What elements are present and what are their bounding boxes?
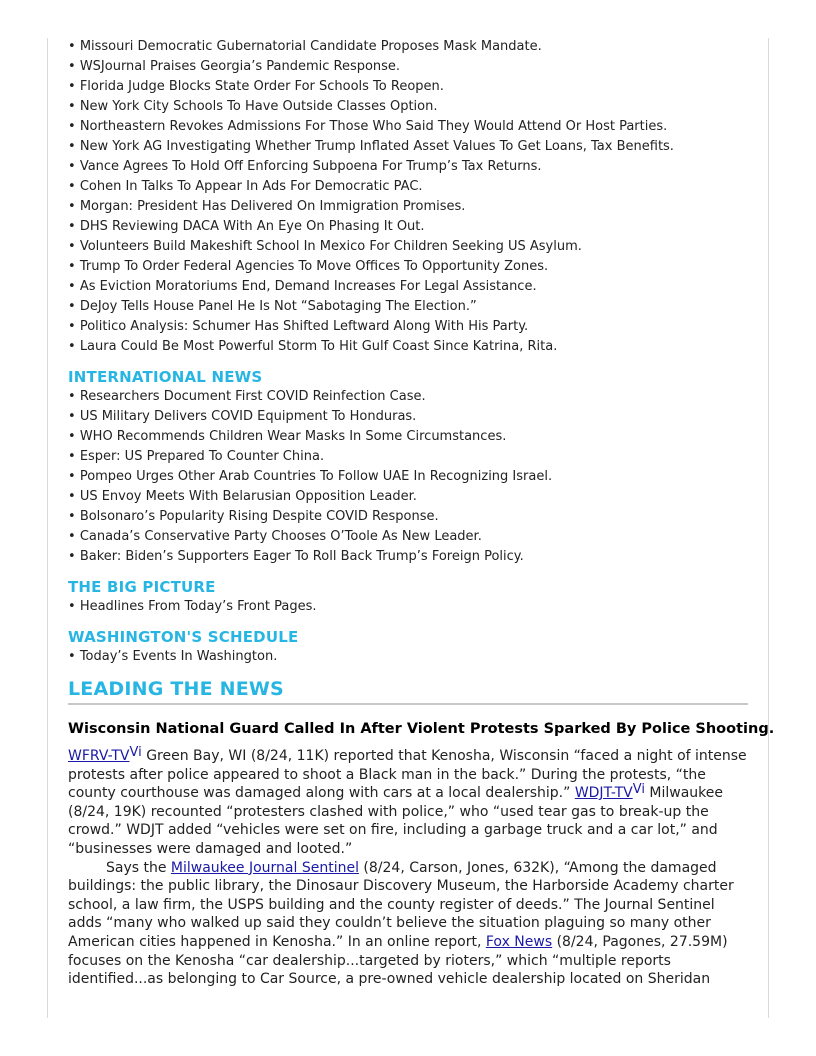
list-item[interactable]: • Vance Agrees To Hold Off Enforcing Subpoena For Trump’s Tax Returns. — [68, 157, 748, 177]
list-item[interactable]: • Esper: US Prepared To Counter China. — [68, 447, 748, 467]
international-news-heading: INTERNATIONAL NEWS — [68, 368, 263, 386]
source-link-wdjt[interactable]: WDJT-TV — [574, 785, 633, 802]
list-item[interactable]: • Florida Judge Blocks State Order For Schools To Reopen. — [68, 77, 748, 97]
list-item[interactable]: • Volunteers Build Makeshift School In Mexico For Children Seeking US Asylum. — [68, 237, 748, 257]
right-margin-rule — [768, 38, 769, 1018]
list-item[interactable]: • Missouri Democratic Gubernatorial Candidate Proposes Mask Mandate. — [68, 37, 748, 57]
list-item[interactable]: • Pompeo Urges Other Arab Countries To Follow UAE In Recognizing Israel. — [68, 467, 748, 487]
paragraph-text: Says the — [106, 859, 171, 876]
list-item[interactable]: • Researchers Document First COVID Reinfection Case. — [68, 387, 748, 407]
list-item[interactable]: • As Eviction Moratoriums End, Demand Increases For Legal Assistance. — [68, 277, 748, 297]
washington-schedule-heading: WASHINGTON'S SCHEDULE — [68, 628, 299, 646]
source-link-wfrv[interactable]: WFRV-TV — [68, 748, 130, 764]
video-icon[interactable]: Vi — [129, 745, 142, 760]
list-item[interactable]: • DHS Reviewing DACA With An Eye On Phasing It Out. — [68, 217, 748, 237]
list-item[interactable]: • DeJoy Tells House Panel He Is Not “Sabotaging The Election.” — [68, 297, 748, 317]
list-item[interactable]: • Northeastern Revokes Admissions For Those Who Said They Would Attend Or Host Parties. — [68, 117, 748, 137]
list-item[interactable]: • Bolsonaro’s Popularity Rising Despite COVID Response. — [68, 507, 748, 527]
paragraph-text: Milwaukee (8/24, 19K) recounted “protesters clashed with police,” who “used tear gas to break-up the crowd.” WDJT added “vehicles were set on fire, including a garbage truck and a car lot,” and “businesses were damaged and looted.” — [68, 785, 724, 857]
list-item[interactable]: • Canada’s Conservative Party Chooses O’Toole As New Leader. — [68, 527, 748, 547]
leading-the-news-heading: LEADING THE NEWS — [68, 677, 748, 705]
list-item[interactable]: • US Military Delivers COVID Equipment To Honduras. — [68, 407, 748, 427]
list-item[interactable]: • Today’s Events In Washington. — [68, 647, 748, 667]
list-item[interactable]: • Laura Could Be Most Powerful Storm To Hit Gulf Coast Since Katrina, Rita. — [68, 337, 748, 357]
paragraph-text: Green Bay, WI (8/24, 11K) reported that Kenosha, Wisconsin “faced a night of intense protests after police appeared to shoot a Black man in the back.” During the protests, “the county courthouse was damaged along with cars at a local dealership.” — [68, 748, 747, 802]
list-item[interactable]: • WSJournal Praises Georgia’s Pandemic Response. — [68, 57, 748, 77]
list-item[interactable]: • Baker: Biden’s Supporters Eager To Roll Back Trump’s Foreign Policy. — [68, 547, 748, 567]
source-link-journal-sentinel[interactable]: Milwaukee Journal Sentinel — [170, 859, 359, 876]
list-item[interactable]: • Cohen In Talks To Appear In Ads For Democratic PAC. — [68, 177, 748, 197]
left-margin-rule — [47, 38, 48, 1018]
list-item[interactable]: • Morgan: President Has Delivered On Immigration Promises. — [68, 197, 748, 217]
list-item[interactable]: • New York AG Investigating Whether Trump Inflated Asset Values To Get Loans, Tax Benefits. — [68, 137, 748, 157]
story-title: Wisconsin National Guard Called In After Violent Protests Sparked By Police Shooting. — [68, 721, 775, 737]
newsletter-body — [68, 37, 775, 989]
international-news-list — [68, 387, 748, 567]
list-item[interactable]: • New York City Schools To Have Outside Classes Option. — [68, 97, 748, 117]
story-paragraph-2 — [68, 859, 748, 989]
big-picture-list — [68, 597, 748, 617]
video-icon[interactable]: Vi — [632, 782, 645, 798]
list-item[interactable]: • Headlines From Today’s Front Pages. — [68, 597, 748, 617]
washington-schedule-list — [68, 647, 748, 667]
big-picture-heading: THE BIG PICTURE — [68, 578, 216, 596]
source-link-fox-news[interactable]: Fox News — [485, 933, 553, 950]
list-item[interactable]: • US Envoy Meets With Belarusian Opposition Leader. — [68, 487, 748, 507]
national-headlines-list — [68, 37, 748, 357]
paragraph-text: (8/24, Carson, Jones, 632K), “Among the damaged buildings: the public library, the Dinosaur Discovery Museum, the Harborside Academy charter school, a law firm, the USPS building and the county register of deeds.” The Journal Sentinel adds “many who walked up said they couldn’t believe the situation plaguing so many other American cities happened in Kenosha.” In an online report, — [68, 859, 734, 950]
list-item[interactable]: • WHO Recommends Children Wear Masks In Some Circumstances. — [68, 427, 748, 447]
paragraph-text: (8/24, Pagones, 27.59M) focuses on the Kenosha “car dealership...targeted by rioters,” which “multiple reports identified...as belonging to Car Source, a pre-owned vehicle dealership located on Sheridan — [68, 933, 728, 988]
list-item[interactable]: • Trump To Order Federal Agencies To Move Offices To Opportunity Zones. — [68, 257, 748, 277]
story-paragraph-1 — [68, 747, 748, 859]
list-item[interactable]: • Politico Analysis: Schumer Has Shifted Leftward Along With His Party. — [68, 317, 748, 337]
